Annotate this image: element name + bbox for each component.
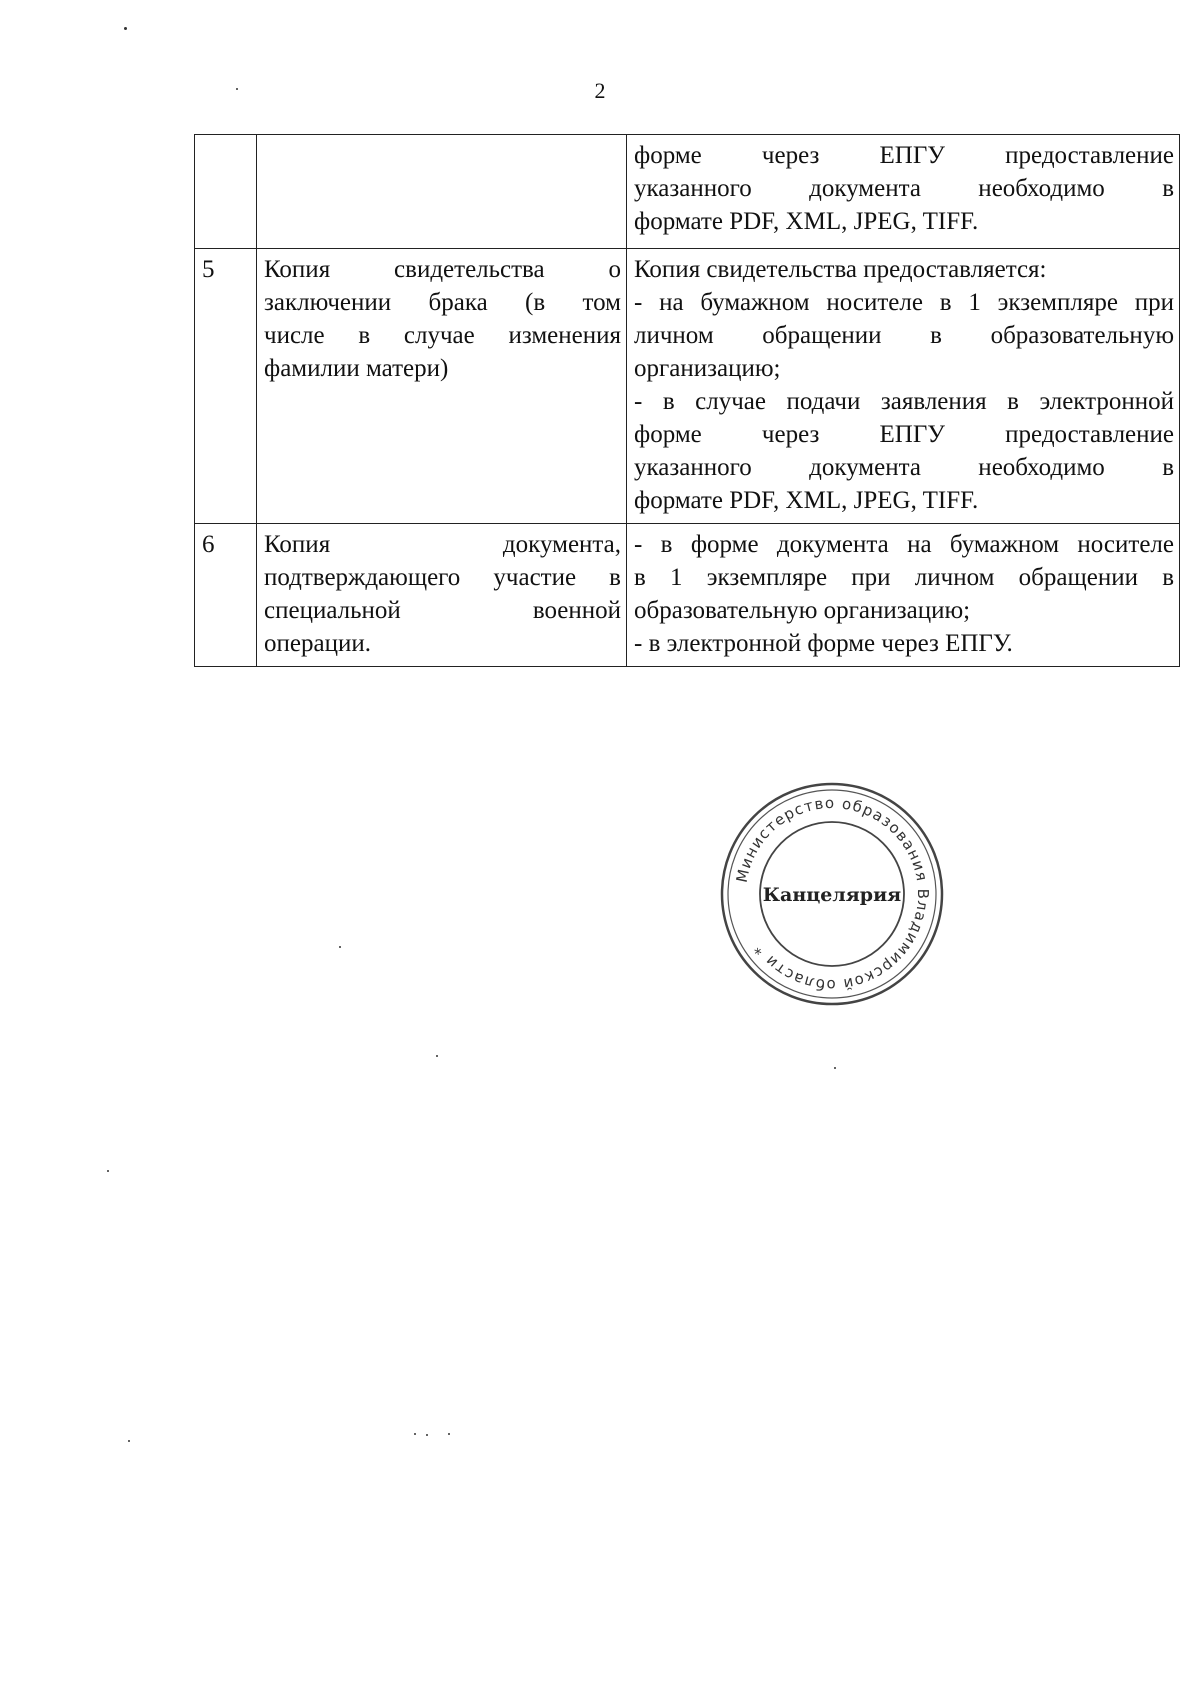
submission-method-cell-line: - на бумажном носителе в 1 экземпляре при	[634, 289, 1174, 316]
document-name-cell	[257, 249, 627, 524]
document-name-cell-line: фамилии матери)	[264, 355, 449, 382]
document-name-cell-line: числе в случае изменения	[264, 322, 621, 349]
submission-method-cell-line: - в случае подачи заявления в электронной	[634, 388, 1174, 415]
row-number-cell: 5	[195, 249, 257, 524]
submission-method-cell-line: организацию;	[634, 355, 781, 382]
row-number-cell	[195, 135, 257, 249]
submission-method-cell-line: формате PDF, XML, JPEG, TIFF.	[634, 208, 979, 235]
submission-method-cell-line: указанного документа необходимо в	[634, 454, 1174, 481]
submission-method-cell-line: форме через ЕПГУ предоставление	[634, 142, 1174, 169]
submission-method-cell-line: личном обращении в образовательную	[634, 322, 1174, 349]
stamp-center-text: Канцелярия	[762, 884, 902, 906]
row-number-cell: 6	[195, 524, 257, 667]
table-row	[195, 524, 1180, 667]
table-row	[195, 135, 1180, 249]
submission-method-cell-line: - в форме документа на бумажном носителе	[634, 531, 1174, 558]
submission-method-cell	[627, 135, 1180, 249]
document-name-cell-line: Копия документа,	[264, 531, 621, 558]
document-name-cell-line: заключении брака (в том	[264, 289, 621, 316]
submission-method-cell-line: в 1 экземпляре при личном обращении в	[634, 564, 1174, 591]
requirements-table	[194, 134, 1180, 667]
document-name-cell-line: операции.	[264, 630, 371, 657]
submission-method-cell-line: - в электронной форме через ЕПГУ.	[634, 630, 1013, 657]
official-stamp	[718, 780, 946, 1008]
stamp-ring-text: Министерство образования Владимирской области *	[732, 793, 933, 995]
document-name-cell-line: Копия свидетельства о	[264, 256, 621, 283]
submission-method-cell-line: указанного документа необходимо в	[634, 175, 1174, 202]
document-name-cell-line: специальной военной	[264, 597, 621, 624]
document-name-cell	[257, 524, 627, 667]
document-name-cell	[257, 135, 627, 249]
submission-method-cell-line: Копия свидетельства предоставляется:	[634, 256, 1047, 283]
table-row	[195, 249, 1180, 524]
submission-method-cell-line: формате PDF, XML, JPEG, TIFF.	[634, 487, 979, 514]
submission-method-cell	[627, 524, 1180, 667]
submission-method-cell-line: образовательную организацию;	[634, 597, 971, 624]
page-number: 2	[594, 78, 606, 103]
document-name-cell-line: подтверждающего участие в	[264, 564, 621, 591]
submission-method-cell-line: форме через ЕПГУ предоставление	[634, 421, 1174, 448]
submission-method-cell	[627, 249, 1180, 524]
